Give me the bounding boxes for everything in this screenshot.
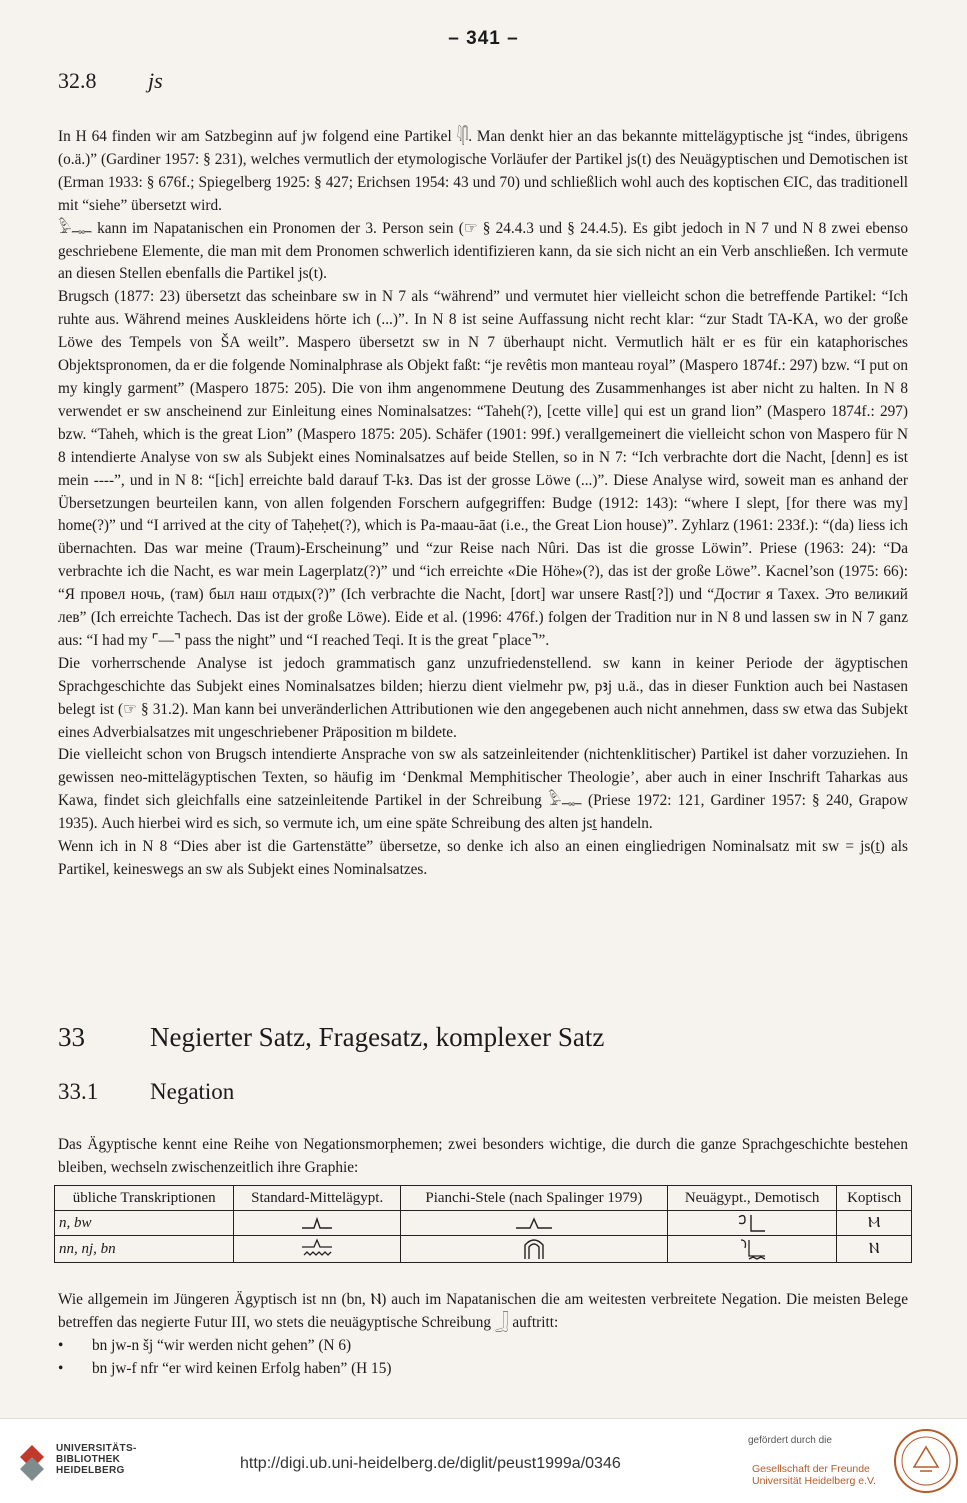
paragraph: 𓅱𓊃 kann im Napatanischen ein Pronomen der 3. Person sein (☞ § 24.4.3 und § 24.4.5). Es gibt jedoch in N 7 und N 8 zwei ebenso geschriebene Elemente, die man mit dem Pronomen schwerlich identifizieren kann, da sie sich nicht an ein Verb anschließen. Ich vermute an diesen Stellen ebenfalls die Partikel js(t). xyxy=(58,219,908,283)
negation-table xyxy=(54,1185,912,1263)
arms-water-glyph xyxy=(300,1238,334,1260)
after-table-paragraph: Wie allgemein im Jüngeren Ägyptisch ist nn (bn, Ⲛ) auch im Napatanischen die am weitesten verbreitete Negation. Die meisten Belege betreffen das negierte Futur III, wo stets die neuägyptische Schreibung 𓃀 auftritt: xyxy=(58,1291,908,1331)
table-row xyxy=(55,1236,912,1263)
coptic-cell: Ⲛ xyxy=(837,1236,912,1263)
body-text xyxy=(58,126,908,882)
column-header: Standard-Mittelägypt. xyxy=(234,1186,401,1211)
column-header: übliche Transkriptionen xyxy=(55,1186,234,1211)
hieroglyph-cell xyxy=(667,1211,837,1236)
hieroglyph-cell xyxy=(667,1236,837,1263)
chapter-number: 33 xyxy=(58,1022,85,1052)
bn-demotic-glyph xyxy=(735,1238,769,1260)
paragraph: Die vielleicht schon von Brugsch intendierte Ansprache von sw als satzeinleitender (nichtenklitischer) Partikel ist daher vorzuziehen. In gewissen neo-mittelägyptischen Texten, so häufig im ‘Denkmal Memphitischer Theologie’, aber auch in einer Inschrift Taharkas aus Kawa, findet sich gleichfalls eine satzeinleitende Partikel in der Schreibung 𓅱𓊃 (Priese 1972: 121, Gardiner 1957: § 240, Grapow 1935). Auch hierbei wird es sich, so vermute ich, um eine späte Schreibung des alten jsṯ handeln. xyxy=(58,746,908,833)
chapter-title: Negierter Satz, Fragesatz, komplexer Satz xyxy=(150,1022,605,1052)
arch-glyph xyxy=(519,1237,549,1261)
hieroglyph-cell xyxy=(234,1211,401,1236)
arms-negation-glyph xyxy=(300,1216,334,1230)
paragraph: Brugsch (1877: 23) übersetzt das scheinbare sw in N 7 als “während” und vermutet hier vielleicht schon die betreffende Partikel: “Ich ruhte aus. Während meines Auskleidens hörte ich (...)”. In N 8 ist seine Auffassung nicht recht klar: “zur Stadt TA-KA, wo der große Löwe des Tempels von ŠA weilt”. Maspero übersetzt sw in N 7 überhaupt nicht. Vermutlich hält er es für ein kataphorisches Objektspronomen, da er die folgende Nominalphrase als Objekt faßt: “je revêtis mon manteau royal” (Maspero 1874f.: 297) bzw. “I put on my kingly garment” (Maspero 1875: 205). Die von ihm angenommene Deutung des Zusammenhanges ist aber nicht zu halten. In N 8 verwendet er sw anscheinend zur Einleitung eines Nominalsatzes: “Taheh(?), [cette ville] qui est un grand lion” (Maspero 1874f.: 297) bzw. “Taheh, which is the great Lion” (Maspero 1875: 205). Schäfer (1901: 99f.) verallgemeinert die vielleicht schon von Maspero für N 8 intendierte Analyse von sw als Subjekt eines Nominalsatzes auf beide Stellen, so in N 7: “Ich verbrachte dort die Nacht, [denn] es ist mein ----”, und in N 8: “[ich] erreichte bald darauf T-kꜣ. Das ist der grosse Löwe (...)”. Diese Analyse wird, soweit man es anhand der Übersetzungen beurteilen kann, von allen folgenden Forschern aufgegriffen: Budge (1912: 143): “where I slept, [for there was my] home(?)” und “I arrived at the city of Taḥeḥet(?), which is Pa-maau-āat (i.e., the Great Lion house)”. Zyhlarz (1961: 233f.): “(da) liess ich übernachten. Das war meine (Traum)-Erscheinung” und “zur Reise nach Nûri. Das ist die grosse Löwin”. Priese (1963: 24): “Da verbrachte ich die Nacht, es war mein Lagerplatz(?)” und “ich erreichte «Die Höhe»(?), das ist der große Löwe”. Kacnel’son (1975: 66): “Я провел ночь, (там) был наш отдых(?)” (Ich verbrachte die Nacht, [dort] war unsere Rast[?]) und “Достиг я Тахех. Это великий лев” (Ich erreichte Tachech. Das ist der große Löwe). Eide et al. (1996: 476f.) folgen der Tradition nur in N 8 und lassen sw in N 7 ganz aus: “I had my ⌜—⌝ pass the night” und “I reached Teqi. It is the great ⌜place⌝”. xyxy=(58,288,908,649)
viewer-footer xyxy=(0,1418,967,1503)
sponsor-label: gefördert durch die xyxy=(748,1435,832,1446)
example-list xyxy=(58,1334,908,1380)
bw-demotic-glyph xyxy=(735,1213,769,1233)
subsection-title: Negation xyxy=(150,1079,235,1104)
chapter-heading xyxy=(58,1022,604,1053)
list-item: • bn jw-n šj “wir werden nicht gehen” (N 6) xyxy=(58,1337,352,1354)
transliteration-cell: nn, nj, bn xyxy=(55,1236,234,1263)
column-header: Koptisch xyxy=(837,1186,912,1211)
library-logo-icon xyxy=(18,1443,46,1483)
section-title: js xyxy=(148,68,163,93)
coptic-cell: Ⲙ xyxy=(837,1211,912,1236)
permalink-url[interactable]: http://digi.ub.uni-heidelberg.de/diglit/peust1999a/0346 xyxy=(240,1455,621,1472)
section-number: 32.8 xyxy=(58,68,97,93)
page-number: – 341 – xyxy=(448,28,519,49)
hieroglyph-cell xyxy=(234,1236,401,1263)
hieroglyph-cell xyxy=(400,1211,667,1236)
column-header: Neuägypt., Demotisch xyxy=(667,1186,837,1211)
sponsor-name[interactable]: Gesellschaft der Freunde Universität Heidelberg e.V. xyxy=(752,1463,876,1487)
table-row xyxy=(55,1211,912,1236)
arms-negation-glyph xyxy=(514,1216,554,1230)
hieroglyph-cell xyxy=(400,1236,667,1263)
column-header: Pianchi-Stele (nach Spalinger 1979) xyxy=(400,1186,667,1211)
transliteration-cell: n, bw xyxy=(55,1211,234,1236)
intro-paragraph: Das Ägyptische kennt eine Reihe von Negationsmorphemen; zwei besonders wichtige, die durch die ganze Sprachgeschichte bestehen bleiben, wechseln zwischenzeitlich ihre Graphie: xyxy=(58,1136,908,1176)
paragraph: In H 64 finden wir am Satzbeginn auf jw folgend eine Partikel 𓇋𓋴. Man denkt hier an das bekannte mittelägyptische jsṯ “indes, übrigens (o.ä.)” (Gardiner 1957: § 231), welches vermutlich der etymologische Vorläufer der Partikel js(t) des Neuägyptischen und Demotischen ist (Erman 1933: § 676f.; Spiegelberg 1925: § 427; Erichsen 1954: 43 und 70) und schließlich wohl auch des koptischen ЄIC, das traditionell mit “siehe” übersetzt wird. xyxy=(58,128,908,214)
subsection-number: 33.1 xyxy=(58,1079,99,1104)
table-header-row xyxy=(55,1186,912,1211)
paragraph: Wenn ich in N 8 “Dies aber ist die Gartenstätte” übersetze, so denke ich also an einen eingliedrigen Nominalsatz mit sw = js(ṯ) als Partikel, keineswegs an sw als Subjekt eines Nominalsatzes. xyxy=(58,838,908,878)
subsection-heading xyxy=(58,1079,234,1105)
paragraph: Die vorherrschende Analyse ist jedoch grammatisch ganz unzufriedenstellend. sw kann in keiner Periode der ägyptischen Sprachgeschichte das Subjekt eines Nominalsatzes bilden; hierzu dient vielmehr pw, pꜣj u.ä., das in dieser Funktion auch bei Nastasen belegt ist (☞ § 31.2). Man kann bei unveränderlichen Attributionen wie den angegebenen auch nicht annehmen, dass sw etwa das Subjekt eines Adverbialsatzes mit ungeschriebener Präposition m bildete. xyxy=(58,654,908,741)
list-item: • bn jw-f nfr “er wird keinen Erfolg haben” (H 15) xyxy=(58,1360,392,1377)
university-seal-icon xyxy=(892,1427,960,1495)
library-name: UNIVERSITÄTS- BIBLIOTHEK HEIDELBERG xyxy=(56,1443,137,1476)
